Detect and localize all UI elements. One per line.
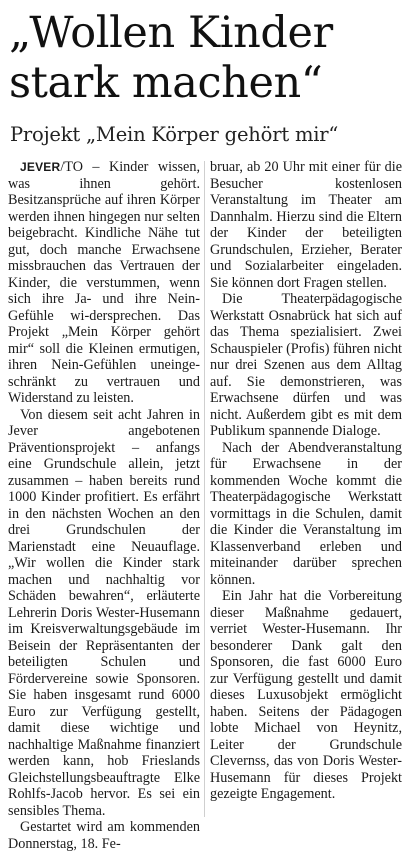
paragraph: Gestartet wird am kommenden Donnerstag, 18. Fe- bbox=[8, 819, 200, 852]
paragraph: Die Theaterpädagogische Werkstatt Osnabrück hat sich auf das Thema spezialisiert. Zwei Schauspieler (Profis) führen nicht nur drei Szenen aus dem Alltag auf. Sie demonstrieren, was Erwachsene dürfen und was nicht. Außerdem gibt es mit dem Publikum spannende Dialoge. bbox=[210, 291, 402, 439]
subheadline: Projekt „Mein Körper gehört mir“ bbox=[10, 123, 339, 146]
paragraph: Von diesem seit acht Jahren in Jever angebotenen Präventionsprojekt – anfangs eine Grundschule allein, jetzt zusammen – haben bereits rund 1000 Kinder profitiert. Es erfährt in den nächsten Wochen an den drei Grundschulen der Marienstadt eine Neuauflage. „Wir wollen die Kinder stark machen und nachhaltig vor Schäden bewahren“, erläuterte Lehrerin Doris Wester-Husemann im Kreisverwaltungsgebäude im Beisein der Repräsentanten der beteiligten Schulen und Fördervereine sowie Sponsoren. Sie haben insgesamt rund 6000 Euro zur Verfügung gestellt, damit diese wichtige und nachhaltige Maßnahme finanziert werden kann, hob Frieslands Gleichstellungsbeauftragte Elke Rohlfs-Jacob hervor. Es sei ein sensibles Thema. bbox=[8, 406, 200, 819]
paragraph: Nach der Abendveranstaltung für Erwachsene in der kommenden Woche kommt die Theaterpädagogische Werkstatt vormittags in die Schulen, damit die Kinder die Veranstaltung im Klassenverband erleben und miteinander darüber sprechen können. bbox=[210, 439, 402, 588]
article-column-right bbox=[210, 159, 402, 803]
headline bbox=[9, 8, 405, 108]
paragraph: bruar, ab 20 Uhr mit einer für die Besucher kostenlosen Veranstaltung im Theater am Dannhalm. Hierzu sind die Eltern der Kinder der beteiligten Grundschulen, Erzieher, Berater und Sozialarbeiter eingeladen. Sie können dort Fragen stellen. bbox=[210, 159, 402, 291]
paragraph-text: Kinder wissen, was ihnen gehört. Besitzansprüche auf ihren Körper werden ihnen hingegen nur selten beigebracht. Kindliche Nähe tut gut, doch manche Erwachsene missbrauchen das Vertrauen der Kinder, die verstummen, wenn sich ihre Ja- und ihre Nein-Gefühle wi-dersprechen. Das Projekt „Mein Körper gehört mir“ soll die Kleinen ermutigen, ihren Nein-Gefühlen uneinge-schränkt zu vertrauen und Widerstand zu leisten. bbox=[8, 159, 200, 406]
dateline: JEVER bbox=[20, 160, 61, 174]
headline-line-2: stark machen“ bbox=[9, 58, 323, 108]
source-tag: /TO – bbox=[60, 159, 100, 175]
article-column-left bbox=[8, 159, 200, 852]
paragraph bbox=[8, 159, 200, 407]
column-divider bbox=[204, 161, 205, 817]
paragraph: Ein Jahr hat die Vorbereitung dieser Maßnahme gedauert, verriet Wester-Husemann. Ihr besonderer Dank galt den Sponsoren, die fast 6000 Euro zur Verfügung gestellt und damit dieses Luxusobjekt ermöglicht haben. Seitens der Pädagogen lobte Michael von Heynitz, Leiter der Grundschule Clevernss, das von Doris Wester-Husemann für dieses Projekt gezeigte Engagement. bbox=[210, 588, 402, 802]
headline-line-1: „Wollen Kinder bbox=[9, 8, 333, 58]
